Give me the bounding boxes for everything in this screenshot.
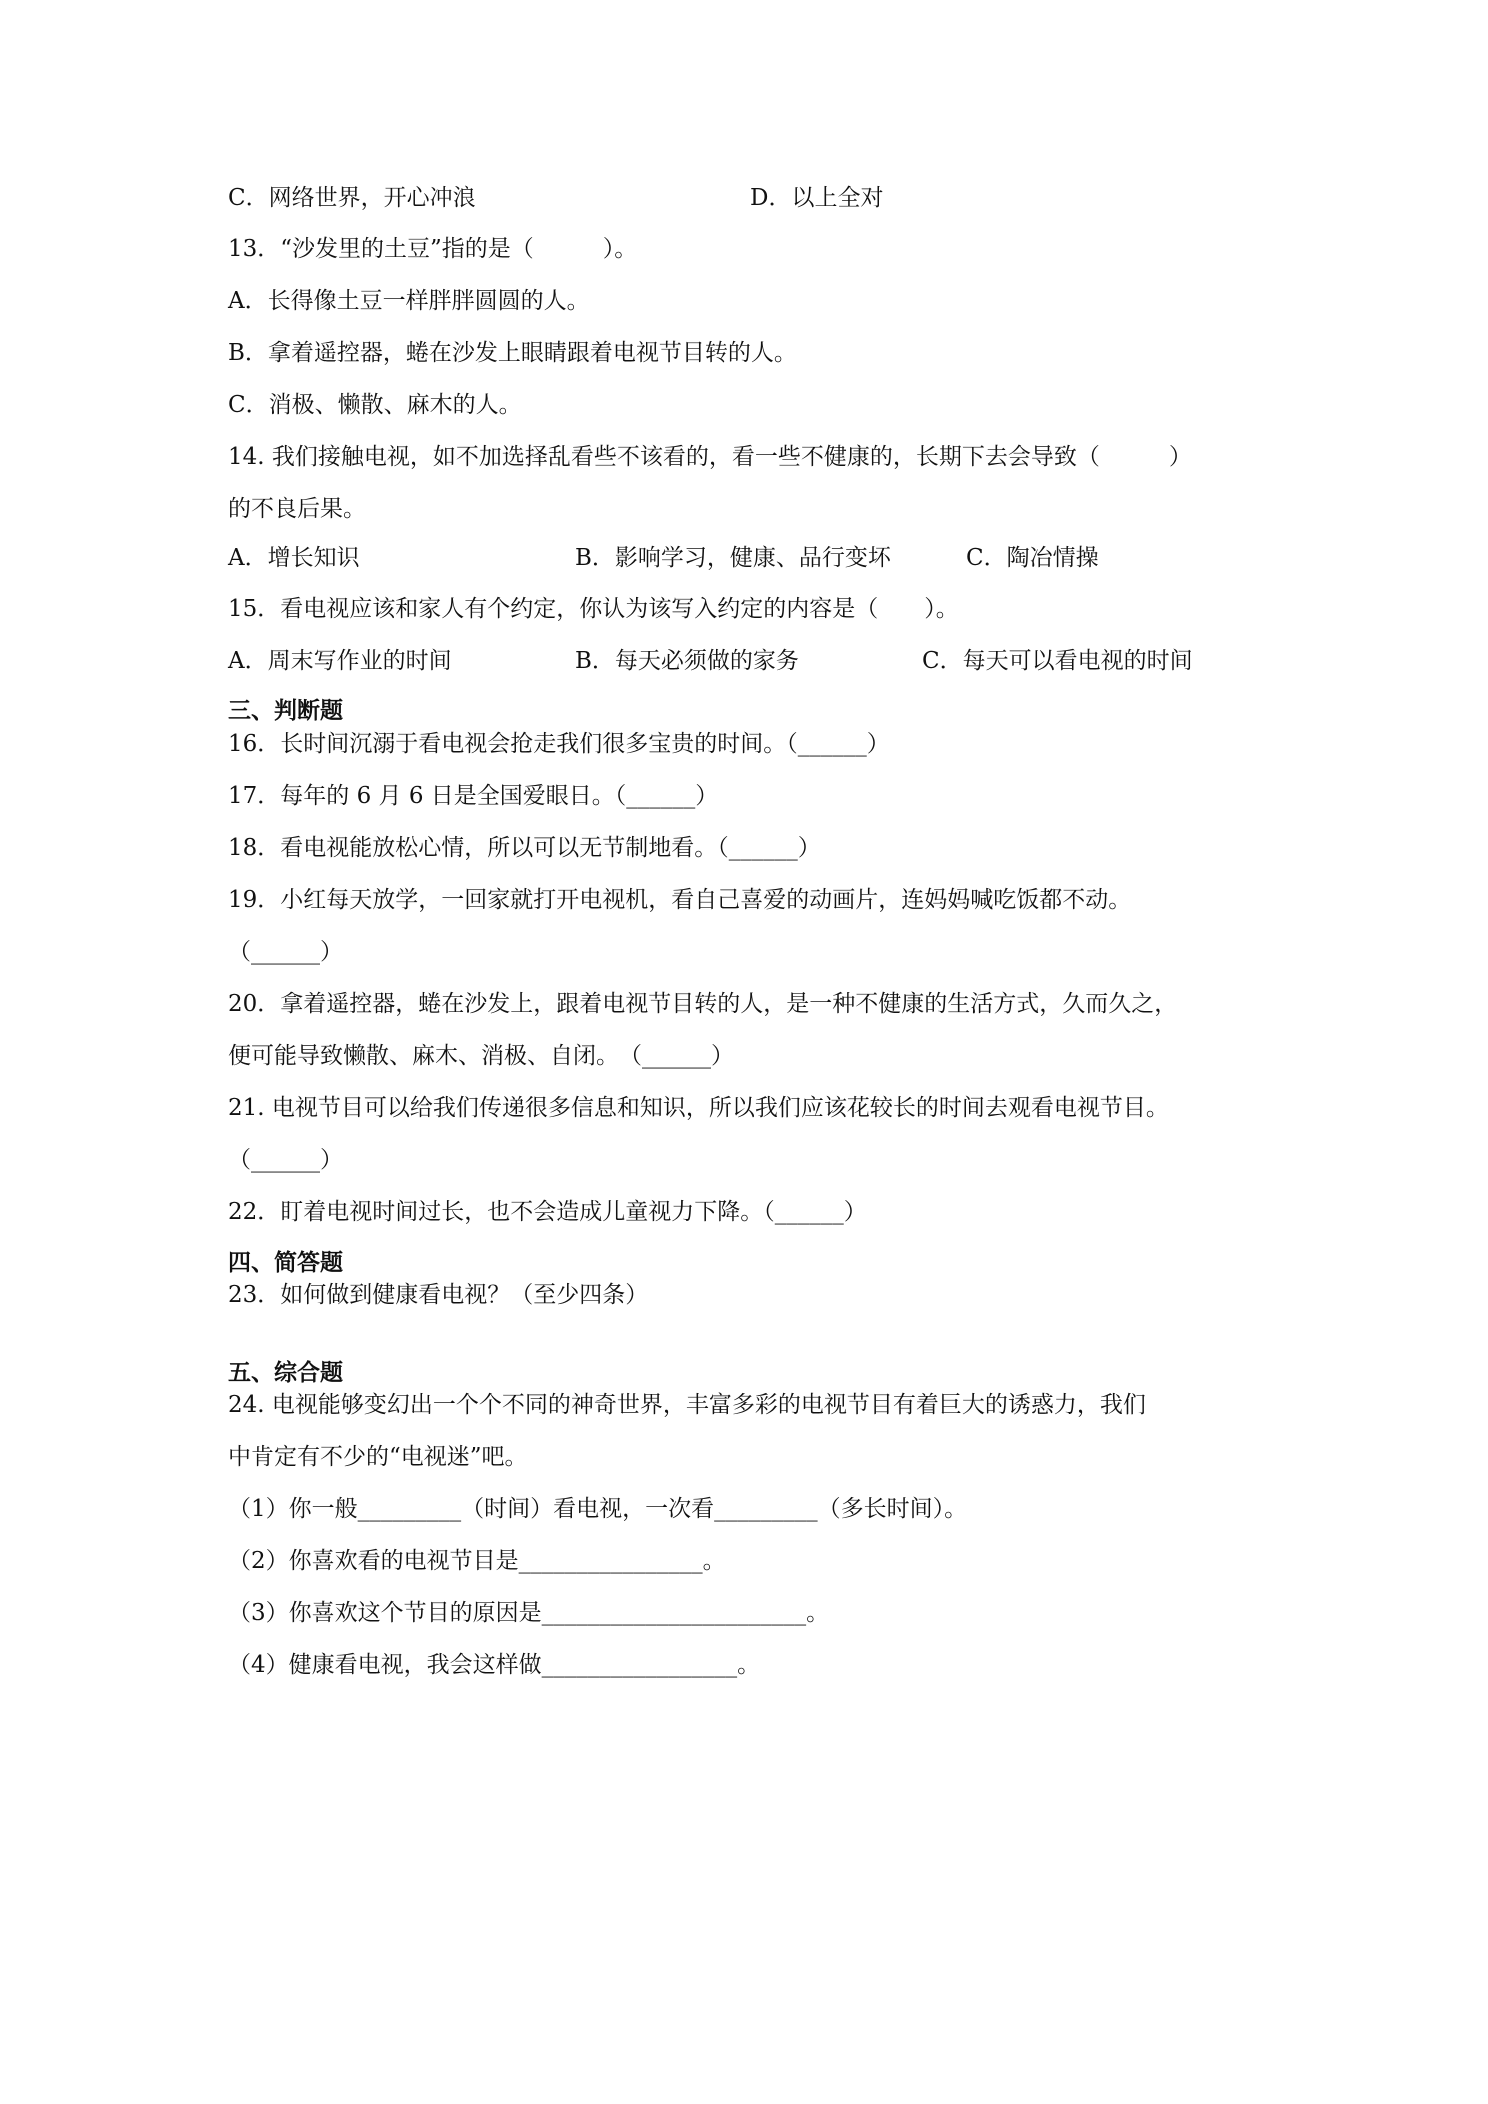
q14-stem-line2: 的不良后果。 — [228, 496, 366, 522]
q24-line2: 中肯定有不少的“电视迷”吧。 — [228, 1444, 528, 1470]
q15-option-c: C．每天可以看电视的时间 — [922, 648, 1193, 674]
q12-option-d: D．以上全对 — [750, 185, 884, 211]
q16: 16．长时间沉溺于看电视会抢走我们很多宝贵的时间。（______） — [228, 731, 890, 757]
section-5-title: 五、综合题 — [228, 1359, 343, 1386]
q19-line2: （______） — [228, 939, 343, 965]
q14-option-b: B．影响学习，健康、品行变坏 — [575, 545, 891, 571]
q14-option-a: A．增长知识 — [228, 545, 360, 571]
q13-option-a: A．长得像土豆一样胖胖圆圆的人。 — [228, 288, 590, 314]
section-4-title: 四、简答题 — [228, 1249, 343, 1276]
q15-option-a: A．周末写作业的时间 — [228, 648, 452, 674]
q20-line2: 便可能导致懒散、麻木、消极、自闭。 （______） — [228, 1043, 734, 1069]
q13-option-b: B．拿着遥控器，蜷在沙发上眼睛跟着电视节目转的人。 — [228, 340, 797, 366]
q21-line1: 21. 电视节目可以给我们传递很多信息和知识，所以我们应该花较长的时间去观看电视节目。 — [228, 1095, 1169, 1121]
q12-option-c: C．网络世界，开心冲浪 — [228, 185, 476, 211]
q14-option-c: C．陶冶情操 — [966, 545, 1099, 571]
q18: 18．看电视能放松心情，所以可以无节制地看。（______） — [228, 835, 821, 861]
q13-stem: 13．“沙发里的土豆”指的是（ ）。 — [228, 236, 638, 262]
q17: 17．每年的 6 月 6 日是全国爱眼日。（______） — [228, 783, 719, 809]
q24-sub3: （3）你喜欢这个节目的原因是_______________________。 — [228, 1600, 830, 1626]
q13-option-c: C．消极、懒散、麻木的人。 — [228, 392, 522, 418]
q15-option-b: B．每天必须做的家务 — [575, 648, 799, 674]
q15-stem: 15．看电视应该和家人有个约定，你认为该写入约定的内容是（ ）。 — [228, 596, 959, 622]
q24-sub4: （4）健康看电视，我会这样做_________________。 — [228, 1652, 761, 1678]
q24-sub2: （2）你喜欢看的电视节目是________________。 — [228, 1548, 726, 1574]
q21-line2: （______） — [228, 1147, 343, 1173]
q24-line1: 24. 电视能够变幻出一个个不同的神奇世界，丰富多彩的电视节目有着巨大的诱惑力，我们 — [228, 1392, 1146, 1418]
q23: 23．如何做到健康看电视？（至少四条） — [228, 1282, 649, 1308]
q20-line1: 20．拿着遥控器，蜷在沙发上，跟着电视节目转的人，是一种不健康的生活方式，久而久之， — [228, 991, 1178, 1017]
q19-line1: 19．小红每天放学，一回家就打开电视机，看自己喜爱的动画片，连妈妈喊吃饭都不动。 — [228, 887, 1132, 913]
section-3-title: 三、判断题 — [228, 697, 343, 724]
q24-sub1: （1）你一般_________（时间）看电视，一次看_________（多长时间）。 — [228, 1496, 968, 1522]
q22: 22．盯着电视时间过长，也不会造成儿童视力下降。（______） — [228, 1199, 867, 1225]
q14-stem-line1: 14. 我们接触电视，如不加选择乱看些不该看的，看一些不健康的，长期下去会导致（ ） — [228, 444, 1192, 470]
